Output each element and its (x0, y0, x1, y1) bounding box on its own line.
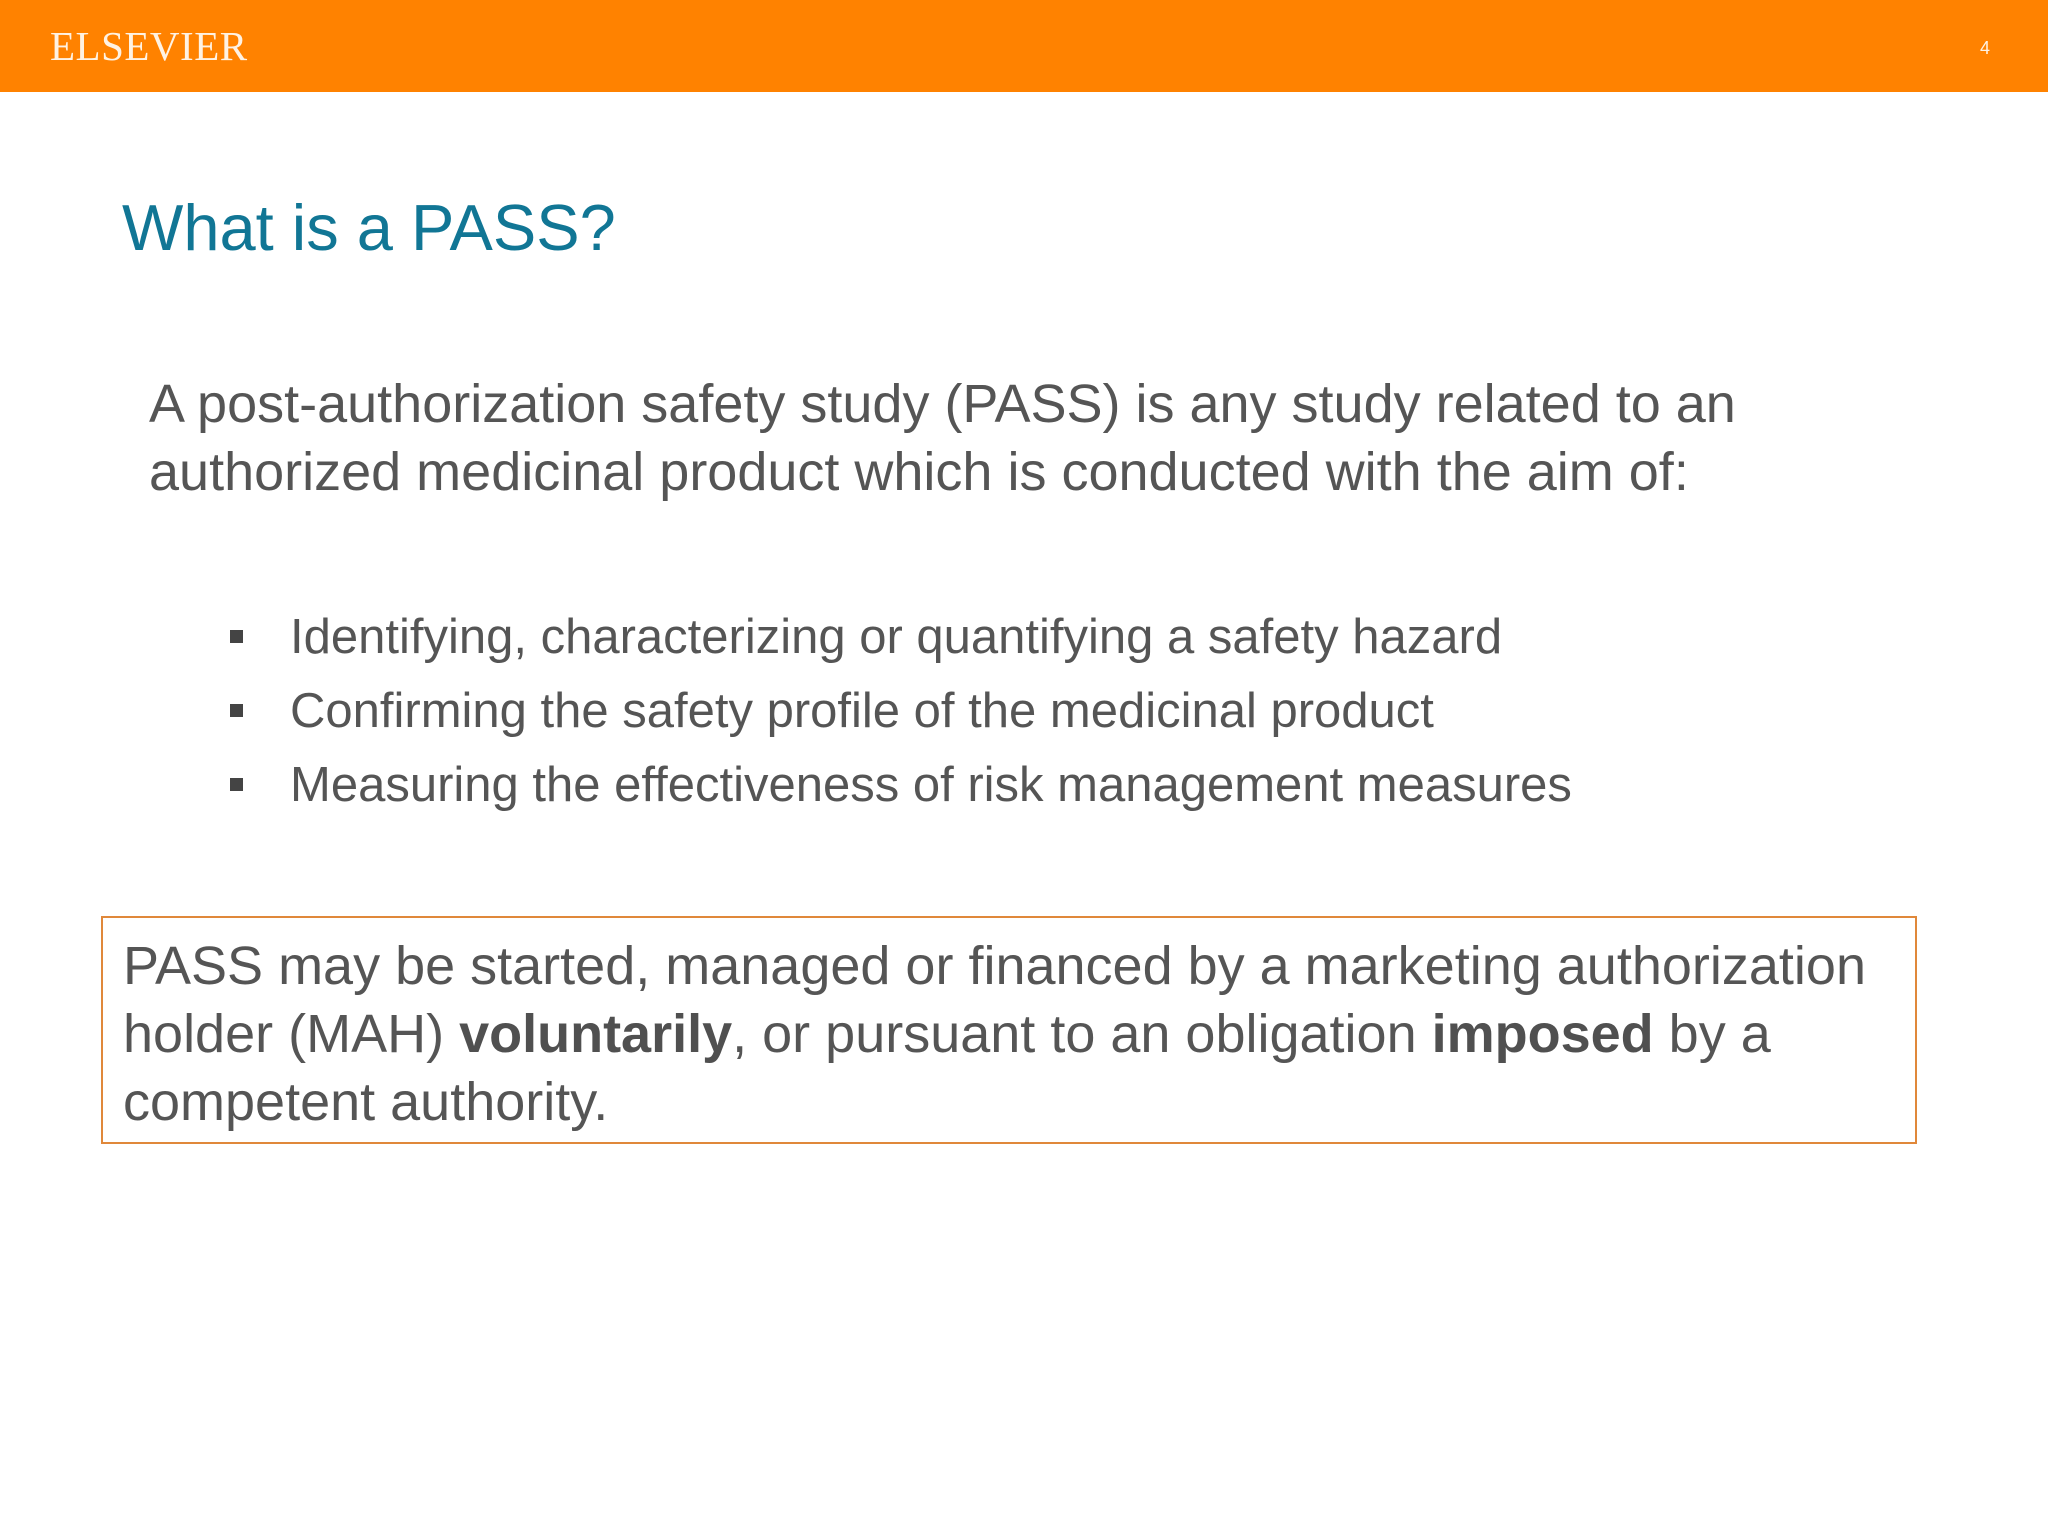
bullet-text: Measuring the effectiveness of risk management measures (290, 758, 1572, 812)
bullet-text: Identifying, characterizing or quantifying a safety hazard (290, 610, 1503, 664)
header-bar (0, 0, 2048, 92)
slide-title: What is a PASS? (122, 191, 616, 264)
list-item (228, 748, 1572, 822)
callout-text-1: PASS may be started, managed or financed by a marketing authorization holder (MAH) (123, 936, 1866, 1064)
bullet-list (228, 600, 1572, 822)
intro-paragraph: A post-authorization safety study (PASS) is any study related to an authorized medicinal product which is conducted with the aim of: (149, 374, 1736, 502)
bullet-text: Confirming the safety profile of the medicinal product (290, 684, 1434, 738)
brand-logo: ELSEVIER (50, 23, 248, 69)
square-bullet-icon (230, 630, 243, 643)
callout-text-3: by a competent authority. (123, 1004, 1771, 1132)
callout-text-2: , or pursuant to an obligation (732, 1004, 1432, 1064)
list-item (228, 600, 1572, 674)
list-item (228, 674, 1572, 748)
callout-box (101, 916, 1917, 1144)
callout-emphasis-voluntarily: voluntarily (459, 1004, 733, 1064)
callout-emphasis-imposed: imposed (1431, 1004, 1654, 1064)
square-bullet-icon (230, 704, 243, 717)
page-number: 4 (1979, 38, 1990, 58)
square-bullet-icon (230, 778, 243, 791)
